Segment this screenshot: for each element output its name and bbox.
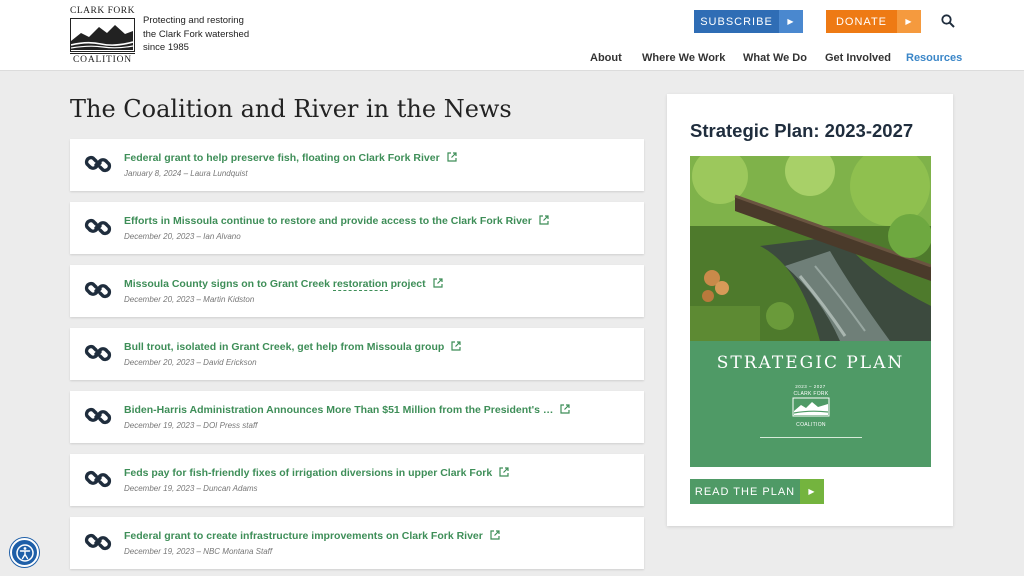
donate-label: DONATE bbox=[835, 15, 888, 28]
news-meta: December 20, 2023 – David Erickson bbox=[124, 358, 257, 367]
caret-right-icon: ▶ bbox=[897, 10, 921, 33]
read-the-plan-label: READ THE PLAN bbox=[694, 485, 796, 498]
news-item[interactable] bbox=[70, 517, 644, 569]
creek-photo bbox=[690, 156, 931, 341]
link-icon bbox=[84, 530, 112, 554]
nav-get-involved[interactable]: Get Involved bbox=[825, 52, 892, 64]
news-title-text: project bbox=[387, 278, 426, 290]
logo-text-top: CLARK FORK bbox=[70, 6, 135, 16]
cover-heading: STRATEGIC PLAN bbox=[716, 353, 905, 373]
news-meta: December 20, 2023 – Ian Alvano bbox=[124, 232, 241, 241]
news-title-text: Biden-Harris Administration Announces More Than $51 Million from the President's … bbox=[124, 404, 554, 416]
external-link-icon bbox=[539, 215, 549, 225]
nav-about[interactable]: About bbox=[590, 52, 622, 64]
nav-what-we-do[interactable]: What We Do bbox=[743, 52, 807, 64]
tagline-line: the Clark Fork watershed bbox=[143, 28, 250, 40]
news-title-link[interactable] bbox=[124, 404, 570, 416]
link-icon bbox=[84, 467, 112, 491]
sidebar-title: Strategic Plan: 2023-2027 bbox=[690, 120, 914, 141]
strategic-plan-cover[interactable] bbox=[690, 156, 931, 467]
link-icon bbox=[84, 215, 112, 239]
news-title-link[interactable] bbox=[124, 341, 461, 353]
news-title-text: Efforts in Missoula continue to restore and provide access to the Clark Fork River bbox=[124, 215, 532, 227]
cover-logo bbox=[792, 391, 830, 427]
link-icon bbox=[84, 152, 112, 176]
tagline-line: Protecting and restoring bbox=[143, 15, 244, 26]
news-item[interactable] bbox=[70, 139, 644, 191]
news-title-link[interactable] bbox=[124, 152, 457, 164]
news-title-link[interactable] bbox=[124, 278, 443, 290]
donate-button[interactable] bbox=[826, 10, 921, 33]
external-link-icon bbox=[451, 341, 461, 351]
cover-logo-bottom: COALITION bbox=[796, 422, 826, 428]
news-title-link[interactable] bbox=[124, 530, 500, 542]
read-the-plan-button[interactable] bbox=[690, 479, 824, 504]
link-icon bbox=[84, 278, 112, 302]
news-title-text: Feds pay for fish-friendly fixes of irrigation diversions in upper Clark Fork bbox=[124, 467, 493, 479]
news-meta: December 19, 2023 – Duncan Adams bbox=[124, 484, 258, 493]
news-meta: December 20, 2023 – Martin Kidston bbox=[124, 295, 255, 304]
caret-right-icon: ▶ bbox=[779, 10, 803, 33]
link-icon bbox=[84, 404, 112, 428]
nav-where-we-work[interactable]: Where We Work bbox=[642, 52, 726, 64]
tagline-line: since 1985 bbox=[143, 42, 189, 53]
cover-green-panel bbox=[690, 341, 931, 467]
cover-years: 2023 – 2027 bbox=[795, 384, 826, 389]
news-item[interactable] bbox=[70, 265, 644, 317]
subscribe-label: SUBSCRIBE bbox=[700, 15, 773, 28]
news-meta: January 8, 2024 – Laura Lundquist bbox=[124, 169, 248, 178]
news-meta: December 19, 2023 – NBC Montana Staff bbox=[124, 547, 273, 556]
news-item[interactable] bbox=[70, 328, 644, 380]
page-title: The Coalition and River in the News bbox=[70, 95, 512, 123]
strategic-plan-sidebar bbox=[667, 94, 953, 526]
site-header bbox=[0, 0, 1024, 71]
news-item[interactable] bbox=[70, 391, 644, 443]
news-meta: December 19, 2023 – DOI Press staff bbox=[124, 421, 258, 430]
external-link-icon bbox=[433, 278, 443, 288]
news-title-link[interactable] bbox=[124, 467, 509, 479]
cover-logo-mountains-icon bbox=[792, 397, 830, 417]
external-link-icon bbox=[490, 530, 500, 540]
site-logo[interactable] bbox=[70, 6, 135, 64]
nav-resources[interactable]: Resources bbox=[906, 52, 963, 64]
logo-text-bottom: COALITION bbox=[70, 53, 135, 65]
cover-logo-top: CLARK FORK bbox=[793, 391, 829, 397]
logo-mountains-icon bbox=[70, 18, 135, 52]
news-title-text: Missoula County signs on to Grant Creek bbox=[124, 278, 333, 290]
external-link-icon bbox=[447, 152, 457, 162]
caret-right-icon: ▶ bbox=[800, 479, 824, 504]
tagline bbox=[143, 14, 263, 55]
accessibility-icon[interactable] bbox=[10, 538, 39, 567]
external-link-icon bbox=[560, 404, 570, 414]
external-link-icon bbox=[499, 467, 509, 477]
news-title-link[interactable] bbox=[124, 215, 549, 227]
subscribe-button[interactable] bbox=[694, 10, 803, 33]
news-item[interactable] bbox=[70, 202, 644, 254]
cover-divider bbox=[760, 437, 862, 438]
news-title-text: Bull trout, isolated in Grant Creek, get help from Missoula group bbox=[124, 341, 445, 353]
news-item[interactable] bbox=[70, 454, 644, 506]
link-icon bbox=[84, 341, 112, 365]
news-title-text: Federal grant to create infrastructure improvements on Clark Fork River bbox=[124, 530, 483, 542]
glossary-term[interactable]: restoration bbox=[332, 278, 388, 290]
news-title-text: Federal grant to help preserve fish, floating on Clark Fork River bbox=[124, 152, 440, 164]
search-icon[interactable] bbox=[941, 14, 955, 28]
